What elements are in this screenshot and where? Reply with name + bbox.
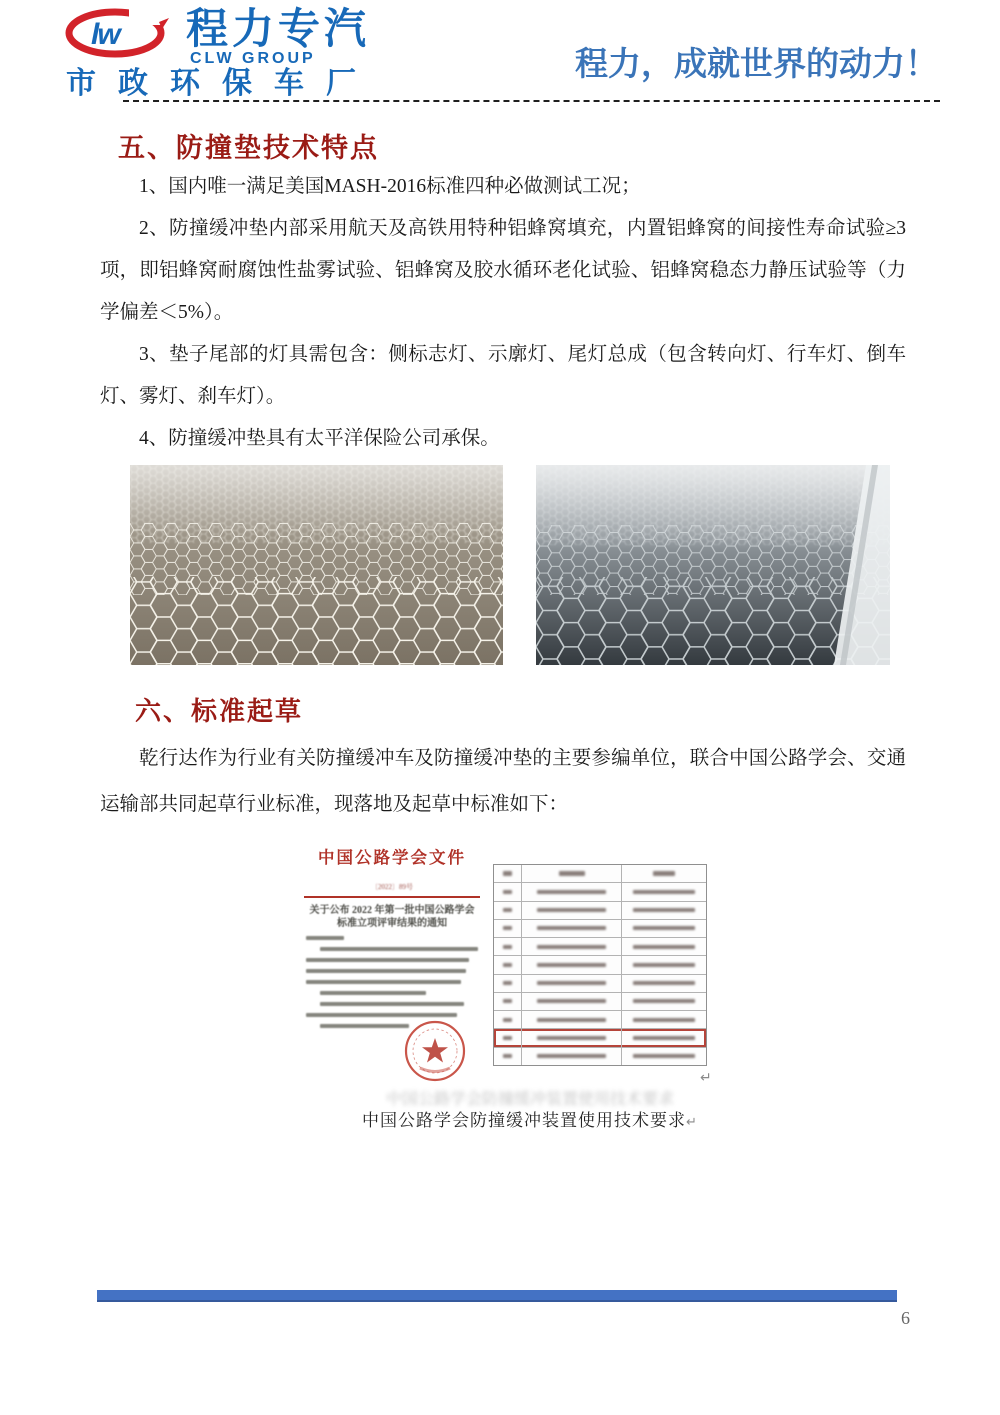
paragraph-return-mark: ↵ <box>700 1070 712 1086</box>
notice-doc-number: 〔2022〕89号 <box>371 883 413 891</box>
paragraph: 4、防撞缓冲垫具有太平洋保险公司承保。 <box>139 428 500 449</box>
table-row <box>494 992 706 1010</box>
table-row <box>494 955 706 973</box>
doc-red-divider <box>304 896 480 898</box>
page-number: 6 <box>901 1308 910 1328</box>
table-row <box>494 937 706 955</box>
paragraph: 3、垫子尾部的灯具需包含：侧标志灯、示廓灯、尾灯总成（包含转向灯、行车灯、倒车灯、雾灯、刹车灯）。 <box>100 344 906 407</box>
aluminum-honeycomb-photo-1 <box>130 465 503 665</box>
section6-title: 六、标准起草 <box>135 696 304 726</box>
table-row <box>494 1010 706 1028</box>
notice-doc-title: 中国公路学会文件 <box>318 848 466 867</box>
standards-table <box>493 864 707 1066</box>
table-row <box>494 882 706 900</box>
header-divider <box>123 100 940 102</box>
factory-name: 市政环保车厂 <box>66 67 378 100</box>
table-header-row <box>494 865 706 882</box>
table-row <box>494 974 706 992</box>
brand-name: 程力专汽 <box>186 5 371 52</box>
section6-paragraph-block <box>100 736 906 828</box>
brand-name-en: CLW GROUP <box>190 50 316 67</box>
section5-paragraphs <box>100 166 906 460</box>
figure-caption-text: 中国公路学会防撞缓冲装置使用技术要求 <box>362 1111 687 1130</box>
notice-title: 关于公布 2022 年第一批中国公路学会标准立项评审结果的通知 <box>309 905 475 929</box>
notice-body-blurred-text <box>306 936 478 1028</box>
svg-text:lw: lw <box>91 18 119 51</box>
red-star-seal-icon <box>400 1016 470 1091</box>
figure-caption-ghost: 中国公路学会防撞缓冲装置使用技术要求 <box>385 1091 674 1108</box>
paragraph: 1、国内唯一满足美国MASH-2016标准四种必做测试工况； <box>139 176 641 197</box>
paragraph: 乾行达作为行业有关防撞缓冲车及防撞缓冲垫的主要参编单位，联合中国公路学会、交通运输部共同起草行业标准，现落地及起草中标准如下： <box>100 748 906 815</box>
notice-document <box>298 838 486 1090</box>
section5-title: 五、防撞垫技术特点 <box>118 133 379 163</box>
standards-figure <box>295 838 710 1090</box>
header-slogan: 程力，成就世界的动力！ <box>575 47 938 83</box>
caption-return-mark: ↵ <box>686 1115 698 1130</box>
table-row <box>494 901 706 919</box>
table-row <box>494 919 706 937</box>
clw-logo-icon <box>63 8 169 63</box>
paragraph: 2、防撞缓冲垫内部采用航天及高铁用特种铝蜂窝填充，内置铝蜂窝的间接性寿命试验≥3项，即铝蜂窝耐腐蚀性盐雾试验、铝蜂窝及胶水循环老化试验、铝蜂窝稳态力静压试验等（力学偏差＜5%）。 <box>100 218 906 323</box>
aluminum-honeycomb-photo-2 <box>536 465 890 665</box>
footer-accent-bar <box>97 1290 897 1302</box>
table-row <box>494 1028 706 1046</box>
table-row <box>494 1047 706 1065</box>
figure-caption <box>300 1106 760 1131</box>
